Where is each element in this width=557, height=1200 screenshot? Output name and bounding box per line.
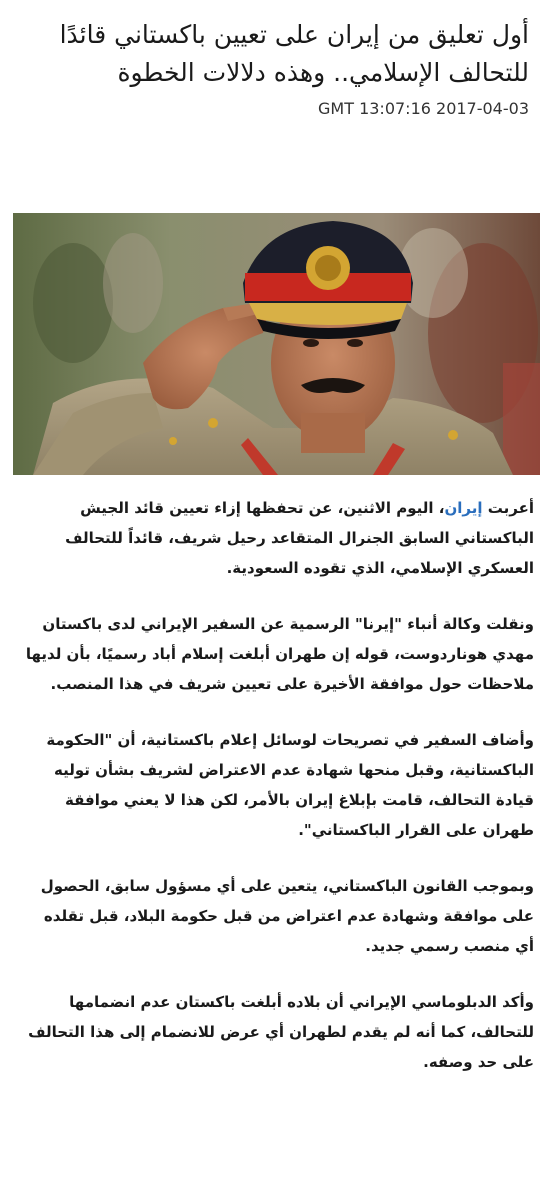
iran-link[interactable]: إيران	[444, 499, 483, 517]
article-paragraph-5: وأكد الدبلوماسي الإيراني أن بلاده أبلغت باكستان عدم انضمامها للتحالف، كما أنه لم يقدم لطهران أي عرض للانضمام إلى هذا التحالف على حد وصفه.	[28, 993, 534, 1071]
article-title: أول تعليق من إيران على تعيين باكستاني قائدًا للتحالف الإسلامي.. وهذه دلالات الخطوة	[59, 20, 529, 87]
article-hero-image	[13, 213, 540, 475]
paragraph-text: ، اليوم الاثنين، عن تحفظها إزاء تعيين قائد الجيش الباكستاني السابق الجنرال المتقاعد رحيل شريف، قائداً للتحالف العسكري الإسلامي، الذي تقوده السعودية.	[65, 499, 534, 577]
article-paragraph-2: ونقلت وكالة أنباء "إيرنا" الرسمية عن السفير الإيراني لدى باكستان مهدي هوناردوست، قوله إن طهران أبلغت إسلام أباد رسميًا، بأن لديها ملاحظات حول موافقة الأخيرة على تعيين شريف في هذا المنصب.	[25, 615, 534, 693]
article-paragraph-3: وأضاف السفير في تصريحات لوسائل إعلام باكستانية، أن "الحكومة الباكستانية، وقبل منحها شهادة عدم الاعتراض لشريف بشأن توليه قيادة التحالف، قامت بإبلاغ إيران بالأمر، لكن هذا لا يعني موافقة طهران على القرار الباكستاني".	[46, 731, 534, 839]
article-body	[20, 493, 534, 1103]
saluting-officer-photo	[13, 213, 540, 475]
article-header	[0, 0, 557, 120]
article-timestamp: GMT 13:07:16 2017-04-03	[318, 99, 529, 118]
paragraph-lead: أعربت	[482, 499, 534, 517]
article-paragraph-1	[20, 493, 534, 583]
article-paragraph-4: وبموجب القانون الباكستاني، يتعين على أي مسؤول سابق، الحصول على موافقة وشهادة عدم اعتراض من قبل حكومة البلاد، قبل تقلده أي منصب رسمي جديد.	[40, 877, 534, 955]
